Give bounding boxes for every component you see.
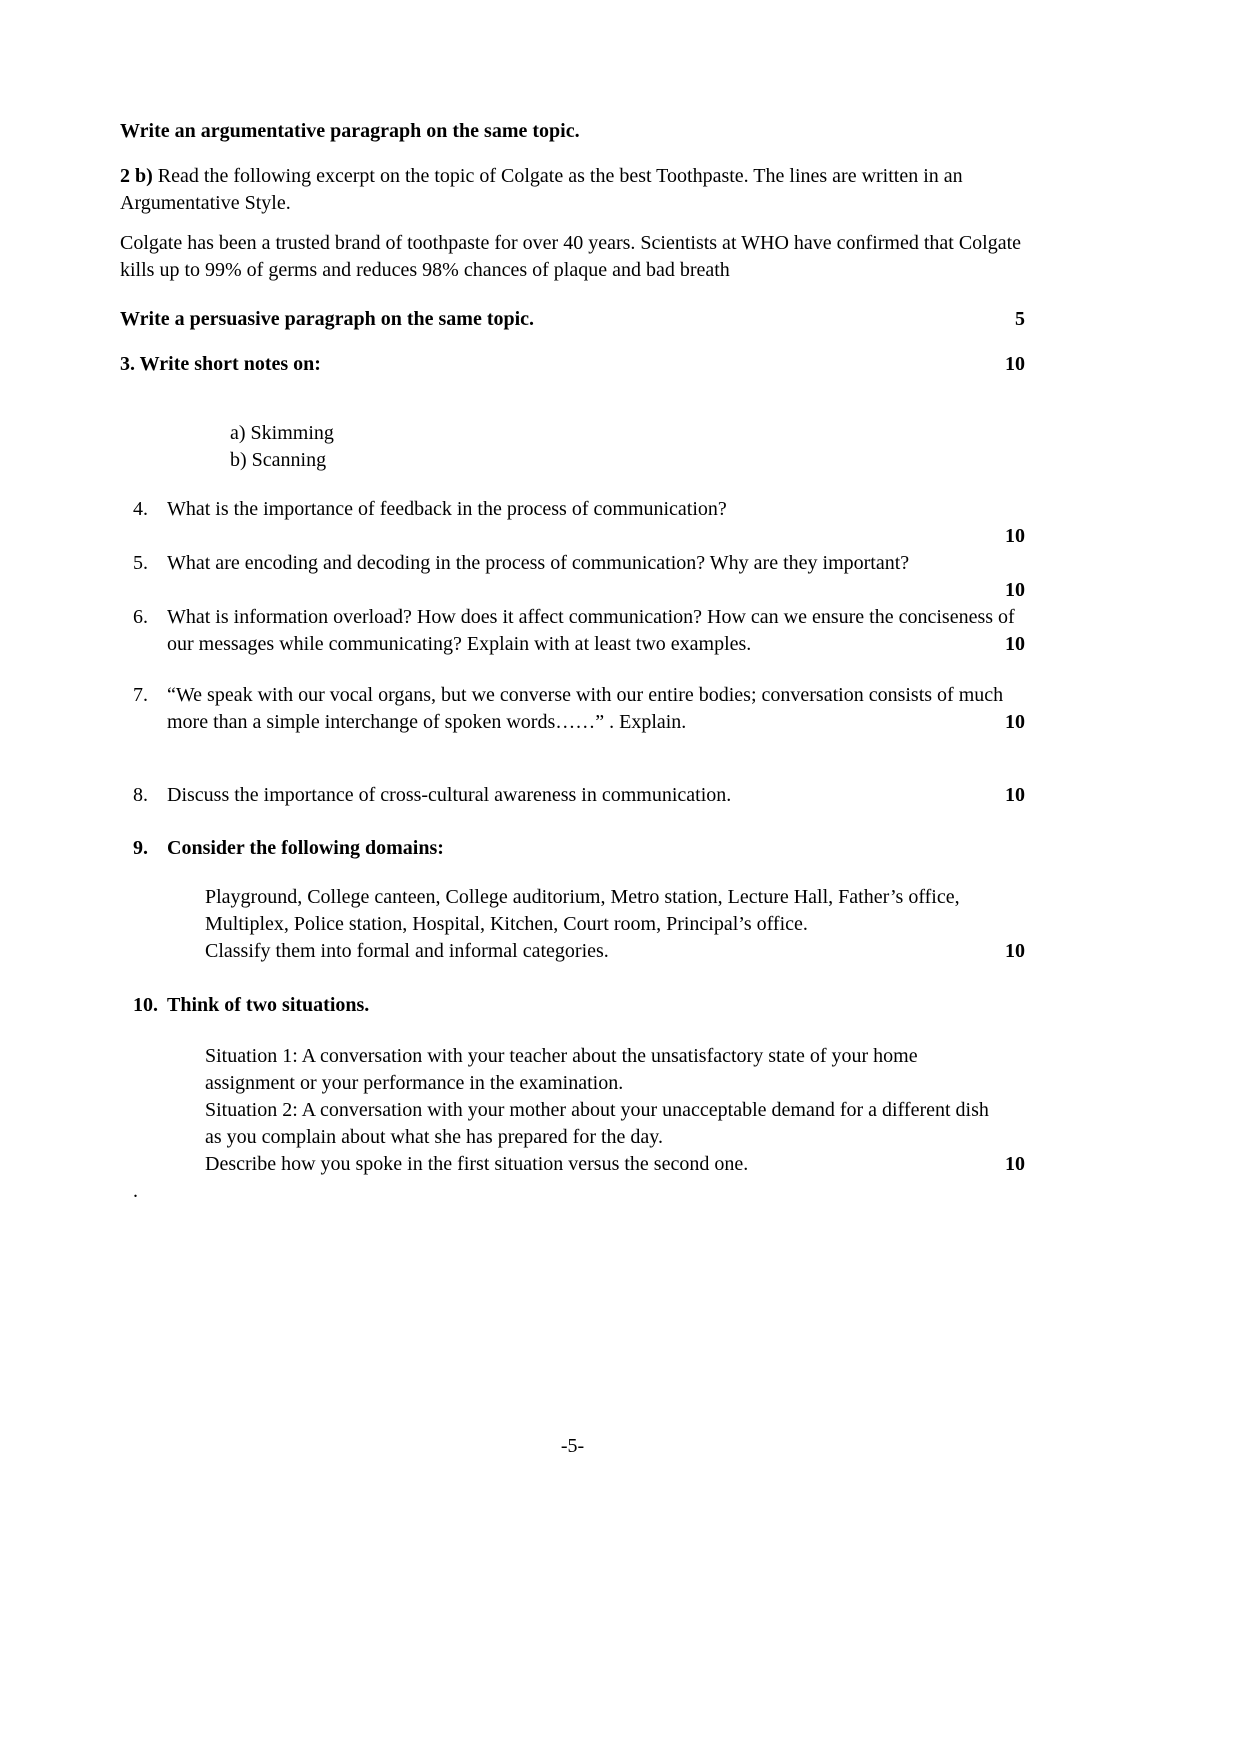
question-6-marks: 10 [1005, 633, 1025, 655]
question-9-classify: Classify them into formal and informal categories. [205, 940, 609, 962]
question-7-number: 7. [133, 684, 148, 706]
question-10-marks: 10 [1005, 1153, 1025, 1175]
persuasive-task-row [120, 306, 1025, 333]
persuasive-marks: 5 [1015, 308, 1025, 330]
short-notes-list [230, 420, 1025, 474]
excerpt-paragraph: Colgate has been a trusted brand of toothpaste for over 40 years. Scientists at WHO have confirmed that Colgate kills up to 99% of germs and reduces 98% chances of plaque and bad breath [120, 232, 1022, 281]
question-9-heading: Consider the following domains: [167, 837, 444, 859]
question-2b-intro [120, 163, 1025, 217]
question-3-row [120, 351, 1025, 378]
question-10-situation-1: Situation 1: A conversation with your teacher about the unsatisfactory state of your home assignment or your performance in the examination. [205, 1045, 918, 1094]
question-8-text: Discuss the importance of cross-cultural awareness in communication. [167, 784, 732, 806]
question-10-details [205, 1043, 1007, 1178]
argumentative-task-heading: Write an argumentative paragraph on the same topic. [120, 120, 580, 142]
question-9 [133, 835, 1025, 965]
short-note-item-b: b) Scanning [230, 449, 327, 471]
question-9-details [205, 884, 1007, 965]
question-9-marks: 10 [1005, 940, 1025, 962]
question-9-body [167, 835, 1025, 965]
question-3-marks: 10 [1005, 353, 1025, 375]
question-10-body [167, 992, 1025, 1178]
persuasive-task-heading: Write a persuasive paragraph on the same topic. [120, 308, 535, 330]
question-10 [133, 992, 1025, 1178]
question-4 [133, 496, 1025, 550]
question-6 [133, 604, 1025, 658]
question-10-situation-2: Situation 2: A conversation with your mother about your unacceptable demand for a different dish as you complain about what she has prepared for the day. [205, 1099, 989, 1148]
trailing-period: . [133, 1180, 138, 1202]
question-6-text: What is information overload? How does it affect communication? How can we ensure the conciseness of our messages while communicating? Explain with at least two examples. [167, 606, 1015, 655]
page-content [120, 118, 1025, 1205]
question-9-domains: Playground, College canteen, College auditorium, Metro station, Lecture Hall, Father’s office, Multiplex, Police station, Hospital, Kitchen, Court room, Principal’s office. [205, 886, 960, 935]
question-5 [133, 550, 1025, 604]
short-note-item-a: a) Skimming [230, 422, 334, 444]
question-10-describe: Describe how you spoke in the first situation versus the second one. [205, 1153, 749, 1175]
question-10-number: 10. [133, 994, 158, 1016]
question-5-number: 5. [133, 552, 148, 574]
question-7 [133, 682, 1025, 736]
question-8 [133, 782, 1025, 809]
page-number: -5- [560, 1435, 585, 1457]
question-2b-text: Read the following excerpt on the topic of Colgate as the best Toothpaste. The lines are written in an Argumentative Style. [120, 165, 963, 214]
question-7-marks: 10 [1005, 711, 1025, 733]
question-4-text: What is the importance of feedback in the process of communication? [167, 498, 727, 520]
question-3-heading: 3. Write short notes on: [120, 353, 321, 375]
question-6-number: 6. [133, 606, 148, 628]
question-4-marks: 10 [1005, 525, 1025, 547]
question-2b-label: 2 b) [120, 165, 153, 187]
question-9-number: 9. [133, 837, 148, 859]
question-4-number: 4. [133, 498, 148, 520]
question-5-text: What are encoding and decoding in the process of communication? Why are they important? [167, 552, 910, 574]
question-8-marks: 10 [1005, 784, 1025, 806]
question-7-text: “We speak with our vocal organs, but we converse with our entire bodies; conversation consists of much more than a simple interchange of spoken words……” . Explain. [167, 684, 1004, 733]
question-5-marks: 10 [1005, 579, 1025, 601]
question-10-heading: Think of two situations. [167, 994, 370, 1016]
question-8-number: 8. [133, 784, 148, 806]
